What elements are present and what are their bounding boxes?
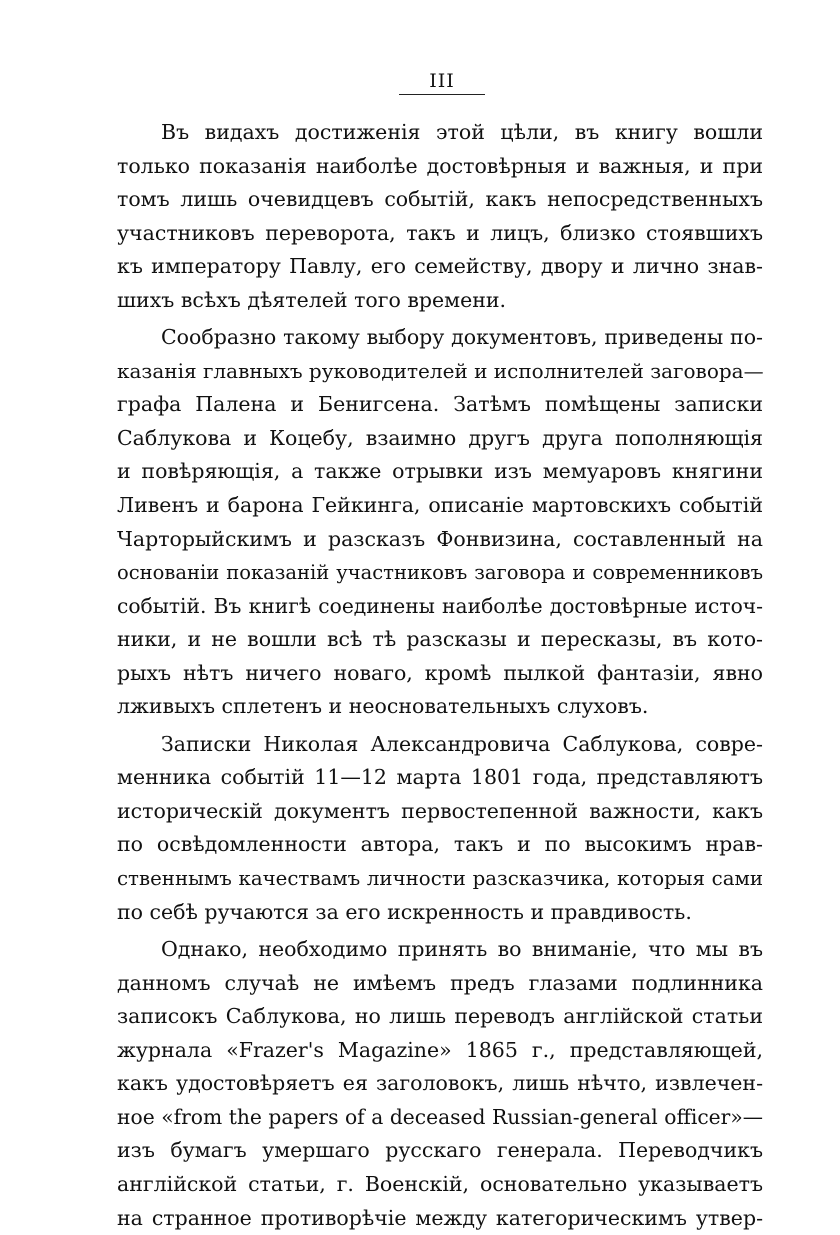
text-line: данномъ случаѣ не имѣемъ предъ глазами подлинника xyxy=(117,967,763,1001)
text-line: Чарторыйскимъ и разсказъ Фонвизина, составленный на xyxy=(117,523,763,557)
text-line: Саблукова и Коцебу, взаимно другъ друга пополняющія xyxy=(117,422,763,456)
paragraph-2 xyxy=(117,321,763,724)
paragraph-1 xyxy=(117,116,763,317)
paragraph-3 xyxy=(117,728,763,929)
text-line: по освѣдомленности автора, такъ и по высокимъ нрав- xyxy=(117,828,763,862)
text-line: англійской статьи, г. Военскій, основательно указываетъ xyxy=(117,1168,763,1202)
text-line: какъ удостовѣряетъ ея заголовокъ, лишь нѣчто, извлечен- xyxy=(117,1067,763,1101)
text-line: ники, и не вошли всѣ тѣ разсказы и пересказы, въ кото- xyxy=(117,623,763,657)
text-line: Сообразно такому выбору документовъ, приведены по- xyxy=(117,321,763,355)
text-line: событій. Въ книгѣ соединены наиболѣе достовѣрные источ- xyxy=(117,590,763,624)
text-line: участниковъ переворота, такъ и лицъ, близко стоявшихъ xyxy=(117,217,763,251)
text-line: журнала «Frazer's Magazine» 1865 г., представляющей, xyxy=(117,1034,763,1068)
text-line: по себѣ ручаются за его искренность и правдивость. xyxy=(117,896,763,930)
text-line: шихъ всѣхъ дѣятелей того времени. xyxy=(117,284,763,318)
text-line: менника событій 11—12 марта 1801 года, представляютъ xyxy=(117,761,763,795)
text-line: ственнымъ качествамъ личности разсказчика, которыя сами xyxy=(117,862,763,896)
text-line: только показанія наиболѣе достовѣрныя и важныя, и при xyxy=(117,150,763,184)
text-line: на странное противорѣчіе между категорическимъ утвер- xyxy=(117,1202,763,1235)
text-line: Однако, необходимо принять во вниманіе, что мы въ xyxy=(117,933,763,967)
text-line: записокъ Саблукова, но лишь переводъ англійской статьи xyxy=(117,1000,763,1034)
text-line: ное «from the papers of a deceased Russian-general officer»— xyxy=(117,1101,763,1135)
text-line: Ливенъ и барона Гейкинга, описаніе мартовскихъ событій xyxy=(117,489,763,523)
text-line: историческій документъ первостепенной важности, какъ xyxy=(117,795,763,829)
text-line: рыхъ нѣтъ ничего новаго, кромѣ пылкой фантазіи, явно xyxy=(117,657,763,691)
page-number: III xyxy=(399,70,485,92)
text-line: и повѣряющія, а также отрывки изъ мемуаровъ княгини xyxy=(117,455,763,489)
paragraph-4 xyxy=(117,933,763,1235)
text-line: графа Палена и Бенигсена. Затѣмъ помѣщены записки xyxy=(117,388,763,422)
text-line: Въ видахъ достиженія этой цѣли, въ книгу вошли xyxy=(117,116,763,150)
text-line: томъ лишь очевидцевъ событій, какъ непосредственныхъ xyxy=(117,183,763,217)
text-line: лживыхъ сплетенъ и неосновательныхъ слуховъ. xyxy=(117,690,763,724)
text-line: основаніи показаній участниковъ заговора и современниковъ xyxy=(117,556,763,590)
page-number-rule xyxy=(399,94,485,95)
text-line: къ императору Павлу, его семейству, двору и лично знав- xyxy=(117,250,763,284)
text-line: Записки Николая Александровича Саблукова, совре- xyxy=(117,728,763,762)
body-text xyxy=(117,116,763,1235)
text-line: казанія главныхъ руководителей и исполнителей заговора— xyxy=(117,355,763,389)
text-line: изъ бумагъ умершаго русскаго генерала. Переводчикъ xyxy=(117,1134,763,1168)
